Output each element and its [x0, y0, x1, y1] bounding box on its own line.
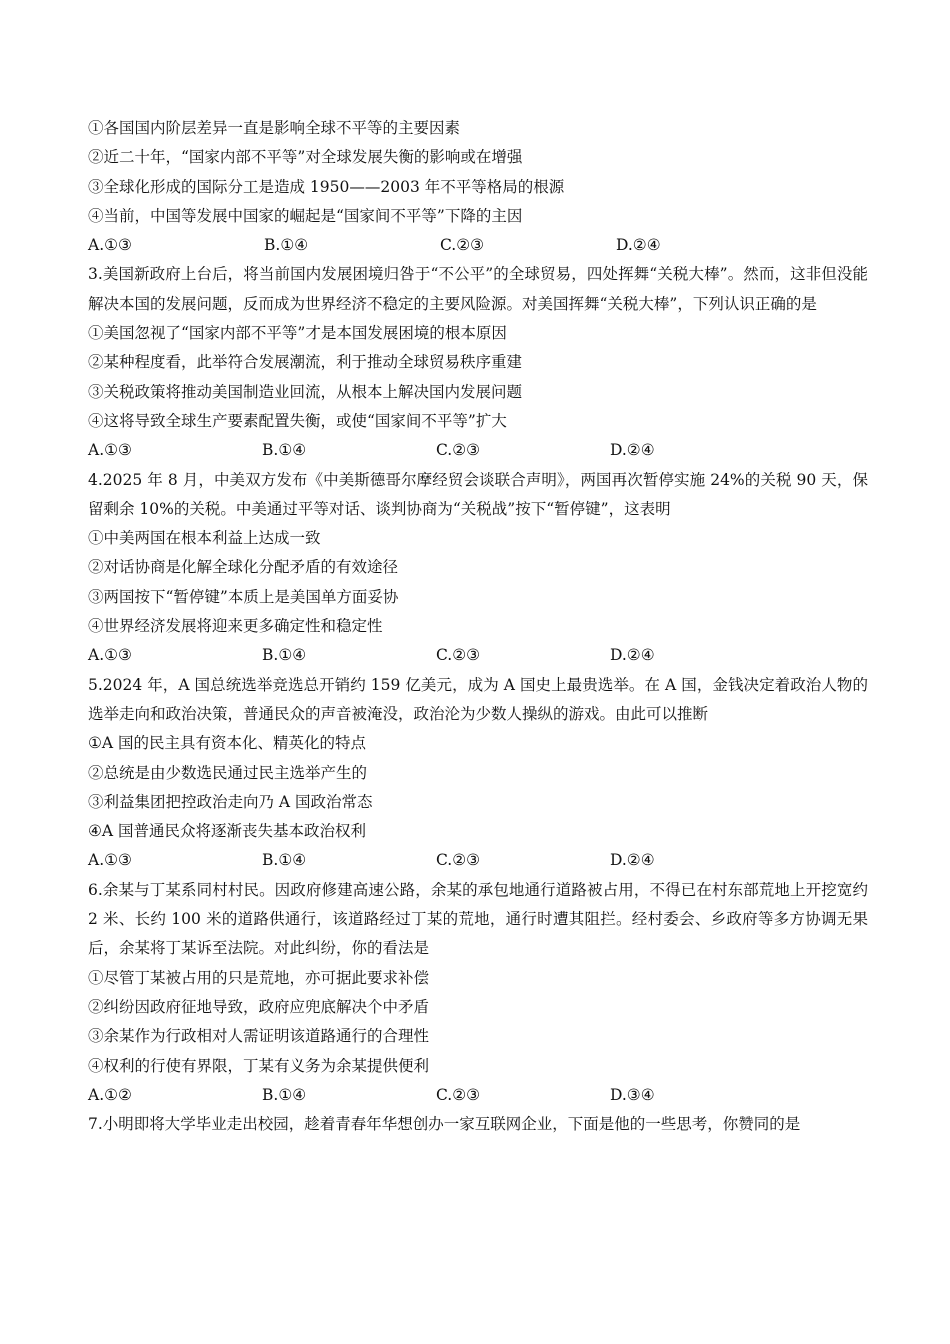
q2-item-2: ②近二十年，“国家内部不平等”对全球发展失衡的影响或在增强 [88, 148, 523, 167]
q3-item-2: ②某种程度看，此举符合发展潮流，利于推动全球贸易秩序重建 [88, 353, 523, 372]
q2-option-a: A.①③ [88, 236, 132, 255]
q3-option-a: A.①③ [88, 441, 132, 460]
q6-option-a: A.①② [88, 1085, 132, 1104]
q4-options [88, 641, 868, 670]
question-3 [88, 260, 868, 465]
q4-option-a: A.①③ [88, 646, 132, 665]
q5-option-b: B.①④ [262, 851, 307, 870]
q3-item-4: ④这将导致全球生产要素配置失衡，或使“国家间不平等”扩大 [88, 411, 507, 430]
q3-item-3: ③关税政策将推动美国制造业回流，从根本上解决国内发展问题 [88, 382, 523, 401]
question-4 [88, 466, 868, 671]
q4-option-d: D.②④ [610, 646, 655, 665]
q6-option-c: C.②③ [436, 1085, 481, 1104]
q2-option-b: B.①④ [264, 236, 309, 255]
question-7 [88, 1110, 868, 1139]
question-5 [88, 671, 868, 876]
q6-item-4: ④权利的行使有界限，丁某有义务为余某提供便利 [88, 1056, 430, 1075]
q2-option-d: D.②④ [616, 236, 661, 255]
q5-option-c: C.②③ [436, 851, 481, 870]
q2-option-c: C.②③ [440, 236, 485, 255]
q3-option-b: B.①④ [262, 441, 307, 460]
q5-option-d: D.②④ [610, 851, 655, 870]
q4-option-b: B.①④ [262, 646, 307, 665]
q6-item-1: ①尽管丁某被占用的只是荒地，亦可据此要求补偿 [88, 968, 430, 987]
q2-item-3: ③全球化形成的国际分工是造成 1950——2003 年不平等格局的根源 [88, 177, 565, 196]
q4-item-3: ③两国按下“暂停键”本质上是美国单方面妥协 [88, 587, 399, 606]
q3-options [88, 436, 868, 465]
q6-option-b: B.①④ [262, 1085, 307, 1104]
q6-item-2: ②纠纷因政府征地导致，政府应兜底解决个中矛盾 [88, 997, 430, 1016]
q3-option-d: D.②④ [610, 441, 655, 460]
q2-item-4: ④当前，中国等发展中国家的崛起是“国家间不平等”下降的主因 [88, 206, 523, 225]
q5-item-4: ④A 国普通民众将逐渐丧失基本政治权利 [88, 822, 367, 841]
q5-stem: 5.2024 年，A 国总统选举竞选总开销约 159 亿美元，成为 A 国史上最贵选举。在 A 国，金钱决定着政治人物的选举走向和政治决策，普通民众的声音被淹没，政治沦为少数人操纵的游戏。由此可以推断 [88, 675, 868, 723]
q5-options [88, 846, 868, 875]
q2-options [88, 231, 868, 260]
q6-options [88, 1081, 868, 1110]
q4-item-1: ①中美两国在根本利益上达成一致 [88, 529, 321, 548]
q4-option-c: C.②③ [436, 646, 481, 665]
q6-stem: 6.余某与丁某系同村村民。因政府修建高速公路，余某的承包地通行道路被占用，不得已在村东部荒地上开挖宽约 2 米、长约 100 米的道路供通行，该道路经过丁某的荒地，通行时遭其阻拦。经村委会、乡政府等多方协调无果后，余某将丁某诉至法院。对此纠纷，你的看法是 [88, 880, 868, 958]
q6-item-3: ③余某作为行政相对人需证明该道路通行的合理性 [88, 1027, 430, 1046]
q4-stem: 4.2025 年 8 月，中美双方发布《中美斯德哥尔摩经贸会谈联合声明》，两国再次暂停实施 24%的关税 90 天，保留剩余 10%的关税。中美通过平等对话、谈判协商为“关税战”按下“暂停键”，这表明 [88, 470, 868, 518]
q6-option-d: D.③④ [610, 1085, 655, 1104]
q3-option-c: C.②③ [436, 441, 481, 460]
q3-item-1: ①美国忽视了“国家内部不平等”才是本国发展困境的根本原因 [88, 324, 507, 343]
q4-item-4: ④世界经济发展将迎来更多确定性和稳定性 [88, 617, 383, 636]
question-6 [88, 876, 868, 1110]
q2-item-1: ①各国国内阶层差异一直是影响全球不平等的主要因素 [88, 119, 461, 137]
q5-option-a: A.①③ [88, 851, 132, 870]
exam-page [88, 114, 868, 1139]
q4-item-2: ②对话协商是化解全球化分配矛盾的有效途径 [88, 558, 399, 577]
q5-item-2: ②总统是由少数选民通过民主选举产生的 [88, 763, 368, 782]
q5-item-3: ③利益集团把控政治走向乃 A 国政治常态 [88, 792, 373, 811]
question-2 [88, 114, 868, 260]
q3-stem: 3.美国新政府上台后，将当前国内发展困境归咎于“不公平”的全球贸易，四处挥舞“关税大棒”。然而，这非但没能解决本国的发展问题，反而成为世界经济不稳定的主要风险源。对美国挥舞“关税大棒”，下列认识正确的是 [88, 265, 868, 313]
q5-item-1: ①A 国的民主具有资本化、精英化的特点 [88, 734, 367, 753]
q7-stem: 7.小明即将大学毕业走出校园，趁着青春年华想创办一家互联网企业，下面是他的一些思考，你赞同的是 [88, 1115, 801, 1134]
